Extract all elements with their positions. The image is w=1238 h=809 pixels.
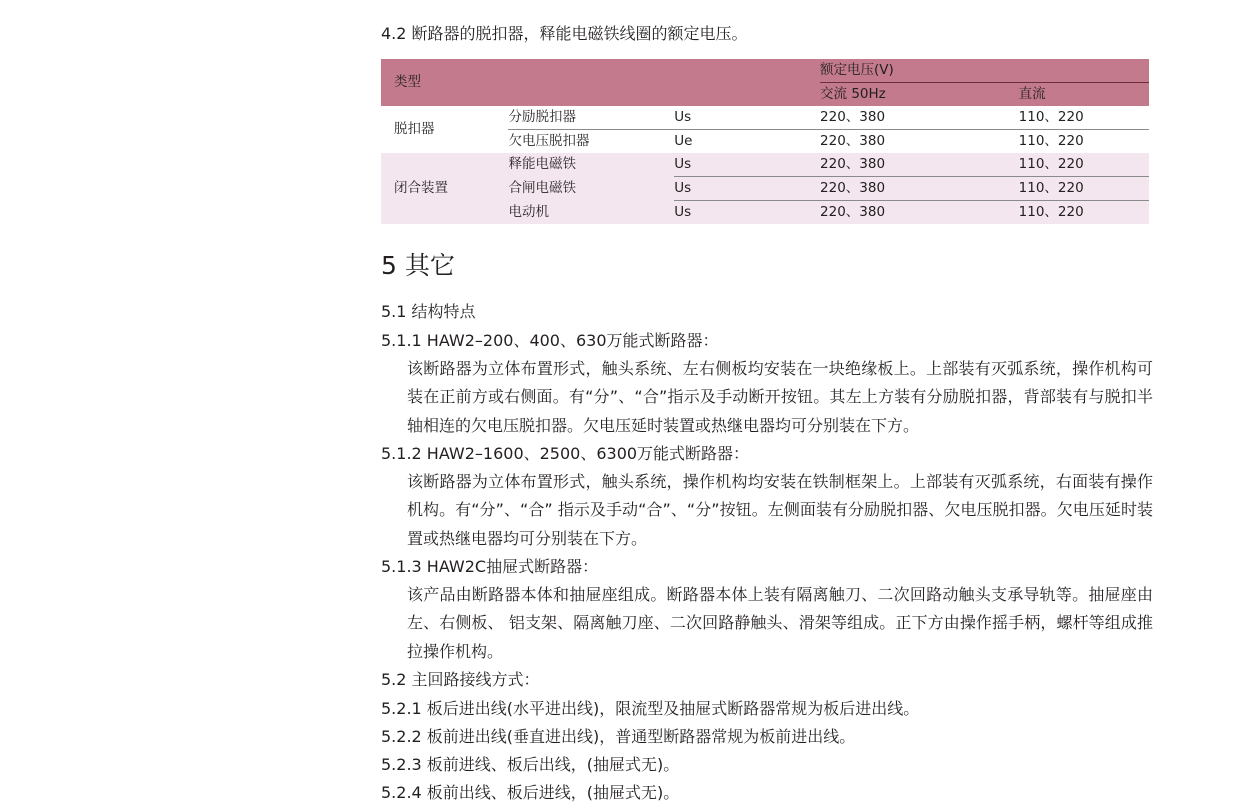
group-label-tripper: 脱扣器 (381, 106, 508, 153)
header-type: 类型 (381, 59, 508, 106)
row-dc: 110、220 (1019, 177, 1149, 201)
row-ac: 220、380 (820, 130, 1019, 154)
item-5-2-4: 5.2.4 板前出线、板后进线，(抽屉式无)。 (381, 783, 680, 802)
table-row (381, 106, 1149, 130)
row-dc: 110、220 (1019, 130, 1149, 154)
heading-5-1-2: 5.1.2 HAW2–1600、2500、6300万能式断路器： (381, 444, 750, 463)
heading-5-1-3: 5.1.3 HAW2C抽屉式断路器： (381, 557, 599, 576)
group-label-closing: 闭合装置 (381, 153, 508, 224)
paragraph-5-1-1: 该断路器为立体布置形式，触头系统、左右侧板均安装在一块绝缘板上。上部装有灭弧系统，操作机构可装在正前方或右侧面。有“分”、“合”指示及手动断开按钮。其左上方装有分励脱扣器，背部装有与脱扣半轴相连的欠电压脱扣器。欠电压延时装置或热继电器均可分别装在下方。 (407, 359, 1153, 435)
row-symbol: Us (674, 153, 820, 177)
row-symbol: Us (674, 201, 820, 225)
row-symbol: Us (674, 177, 820, 201)
row-symbol: Us (674, 106, 820, 130)
table-row (381, 153, 1149, 177)
heading-5-1-1: 5.1.1 HAW2–200、400、630万能式断路器： (381, 331, 719, 350)
table-header-row (381, 59, 1149, 83)
row-dc: 110、220 (1019, 106, 1149, 130)
row-dc: 110、220 (1019, 201, 1149, 225)
row-ac: 220、380 (820, 153, 1019, 177)
header-dc: 直流 (1019, 83, 1149, 107)
row-name: 合闸电磁铁 (508, 177, 674, 201)
row-name: 欠电压脱扣器 (508, 130, 674, 154)
section-heading-4-2: 4.2 断路器的脱扣器，释能电磁铁线圈的额定电压。 (381, 24, 748, 43)
heading-5-1: 5.1 结构特点 (381, 302, 476, 321)
header-rated-voltage: 额定电压(V) (820, 59, 1149, 83)
section-heading-5: 5 其它 (381, 251, 455, 280)
row-name: 电动机 (508, 201, 674, 225)
row-name: 释能电磁铁 (508, 153, 674, 177)
heading-5-2: 5.2 主回路接线方式： (381, 670, 540, 689)
item-5-2-3: 5.2.3 板前进线、板后出线，(抽屉式无)。 (381, 755, 680, 774)
header-ac: 交流 50Hz (820, 83, 1019, 107)
item-5-2-2: 5.2.2 板前进出线(垂直进出线)，普通型断路器常规为板前进出线。 (381, 727, 856, 746)
row-ac: 220、380 (820, 177, 1019, 201)
paragraph-5-1-2: 该断路器为立体布置形式，触头系统，操作机构均安装在铁制框架上。上部装有灭弧系统，右面装有操作机构。有“分”、“合” 指示及手动“合”、“分”按钮。左侧面装有分励脱扣器、欠电压脱扣器。欠电压延时装置或热继电器均可分别装在下方。 (407, 472, 1153, 548)
rated-voltage-table (381, 59, 1149, 224)
item-5-2-1: 5.2.1 板后进出线(水平进出线)，限流型及抽屉式断路器常规为板后进出线。 (381, 699, 920, 718)
row-ac: 220、380 (820, 201, 1019, 225)
row-symbol: Ue (674, 130, 820, 154)
paragraph-5-1-3: 该产品由断路器本体和抽屉座组成。断路器本体上装有隔离触刀、二次回路动触头支承导轨等。抽屉座由左、右侧板、 铝支架、隔离触刀座、二次回路静触头、滑架等组成。正下方由操作摇手柄，螺杆等组成推拉操作机构。 (407, 585, 1153, 661)
row-ac: 220、380 (820, 106, 1019, 130)
row-dc: 110、220 (1019, 153, 1149, 177)
row-name: 分励脱扣器 (508, 106, 674, 130)
